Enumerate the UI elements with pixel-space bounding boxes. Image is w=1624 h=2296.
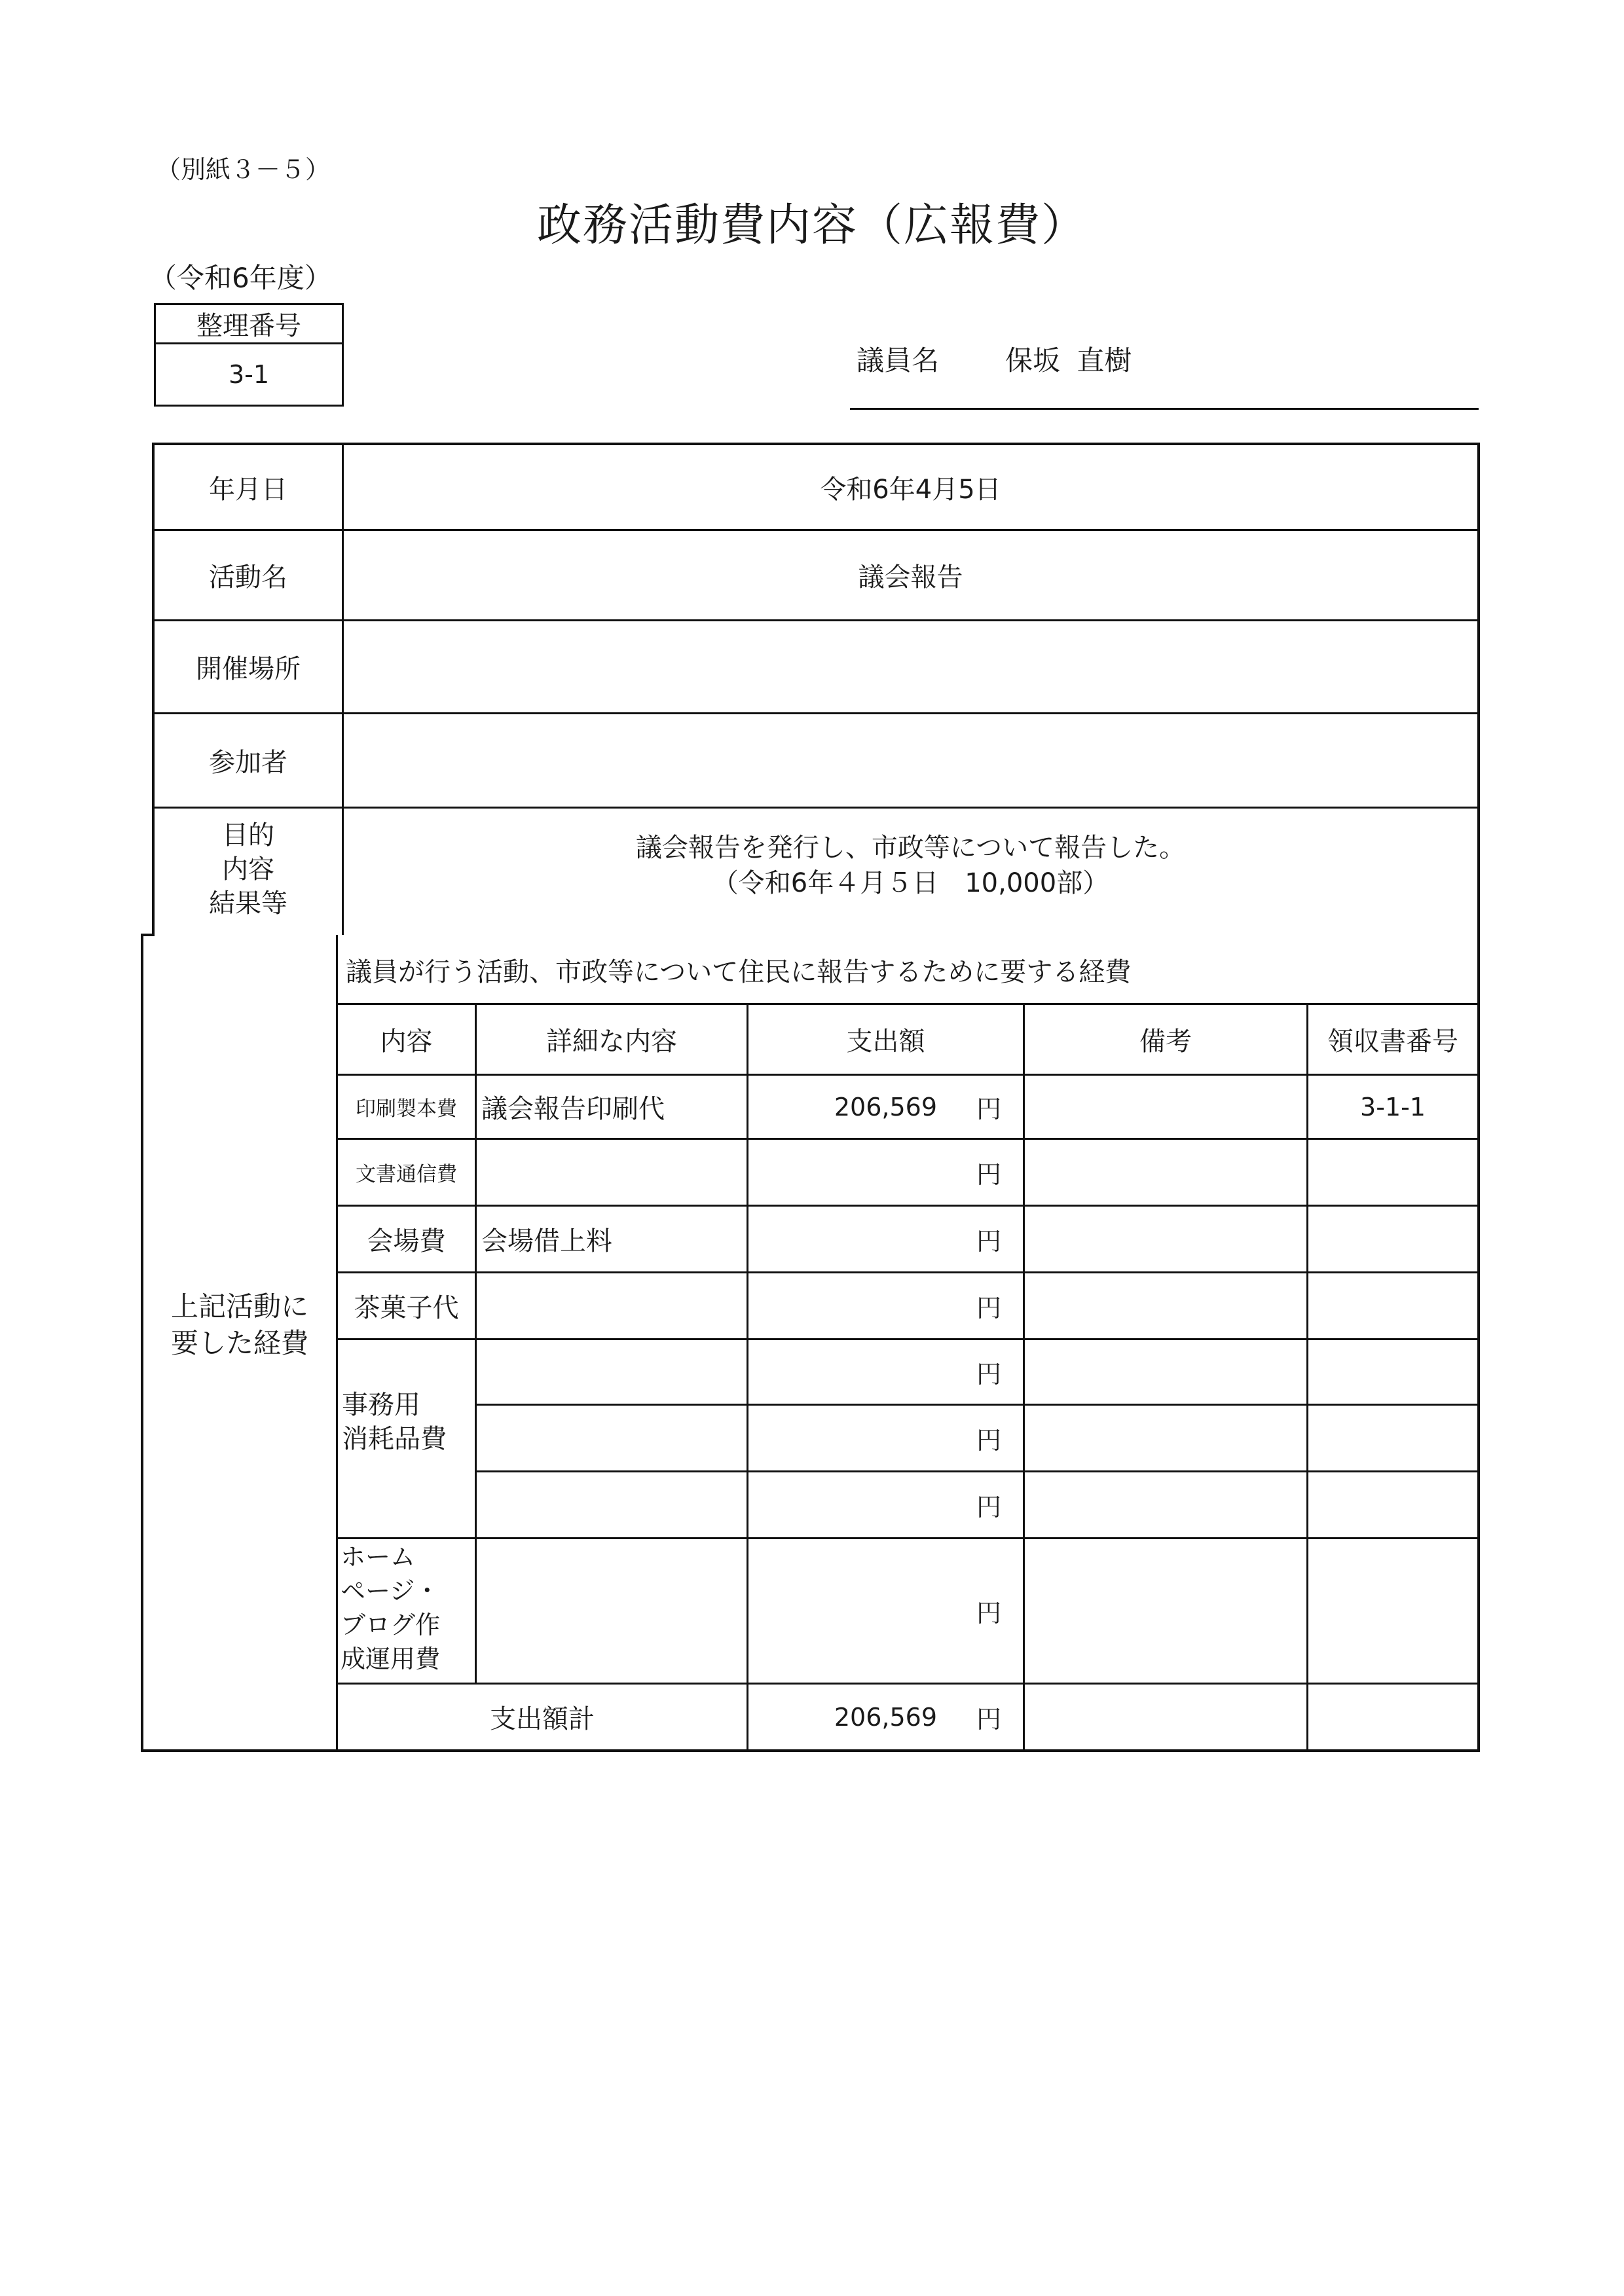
fiscal-year: （令和6年度） [149,262,332,294]
item-currency: 円 [976,1227,1001,1256]
expenses-side-label-line-2: 要した経費 [170,1327,308,1359]
venue-value [344,621,1477,712]
office-supplies-label-line-2: 消耗品費 [342,1424,447,1454]
item-category: 茶菓子代 [354,1293,459,1323]
item-amount [748,1273,937,1338]
purpose-label-line-3: 結果等 [209,888,287,919]
item-currency: 円 [976,1160,1001,1189]
activity-name-value: 議会報告 [858,562,963,592]
attachment-number: （別紙３－５） [156,155,331,184]
total-amount: 206,569 [834,1702,937,1732]
office-supplies-currency: 円 [976,1493,1001,1522]
reference-number-label: 整理番号 [196,311,301,341]
item-detail: 議会報告印刷代 [481,1094,665,1124]
purpose-label-line-2: 内容 [222,854,274,884]
item-detail [481,1140,743,1205]
item-detail [481,1273,743,1338]
venue-label: 開催場所 [196,654,301,684]
participants-label: 参加者 [209,748,287,778]
office-supplies-label [342,1388,473,1456]
website-costs-label-line-1: ホーム [341,1542,416,1571]
expenses-side-label [143,1288,336,1362]
website-costs-label-line-4: 成運用費 [341,1645,441,1673]
reference-number-value: 3-1 [228,360,270,389]
header-receipt-number: 領収書番号 [1327,1027,1458,1057]
item-category: 会場費 [367,1226,446,1256]
expenses-description: 議員が行う活動、市政等について住民に報告するために要する経費 [346,957,1132,987]
purpose-label-line-1: 目的 [222,820,274,850]
item-note [1025,1076,1306,1138]
participants-value [344,714,1477,807]
member-name-label: 議員名 [857,344,940,376]
header-category: 内容 [380,1027,433,1057]
item-detail: 会場借上料 [481,1226,612,1256]
header-detail: 詳細な内容 [546,1027,677,1057]
office-supplies-currency: 円 [976,1360,1001,1389]
item-amount [748,1140,937,1205]
item-category: 文書通信費 [356,1163,457,1186]
office-supplies-label-line-1: 事務用 [342,1390,420,1420]
website-costs-label-line-3: ブログ作 [341,1611,441,1639]
member-name: 保坂 直樹 [1005,344,1132,376]
item-currency: 円 [976,1095,1001,1123]
purpose-line-2: （令和6年４月５日 10,000部） [712,868,1109,898]
document-title: 政務活動費内容（広報費） [536,200,1087,251]
item-category: 印刷製本費 [356,1097,457,1121]
date-value: 令和6年4月5日 [820,474,1001,505]
website-costs-currency: 円 [976,1599,1001,1628]
header-note: 備考 [1139,1027,1192,1057]
website-costs-label [341,1540,475,1676]
office-supplies-currency: 円 [976,1426,1001,1455]
purpose-value [344,830,1477,901]
website-costs-label-line-2: ページ・ [341,1576,440,1605]
purpose-label [155,818,342,920]
item-currency: 円 [976,1294,1001,1322]
item-amount [748,1207,937,1271]
purpose-line-1: 議会報告を発行し、市政等について報告した。 [635,833,1186,863]
header-amount: 支出額 [846,1027,925,1057]
item-amount: 206,569 [834,1092,937,1121]
activity-name-label: 活動名 [209,562,287,592]
total-currency: 円 [976,1705,1001,1734]
date-label: 年月日 [209,474,287,505]
total-label: 支出額計 [490,1704,595,1734]
expenses-side-label-line-1: 上記活動に [170,1290,308,1322]
item-receipt-number: 3-1-1 [1360,1092,1426,1121]
